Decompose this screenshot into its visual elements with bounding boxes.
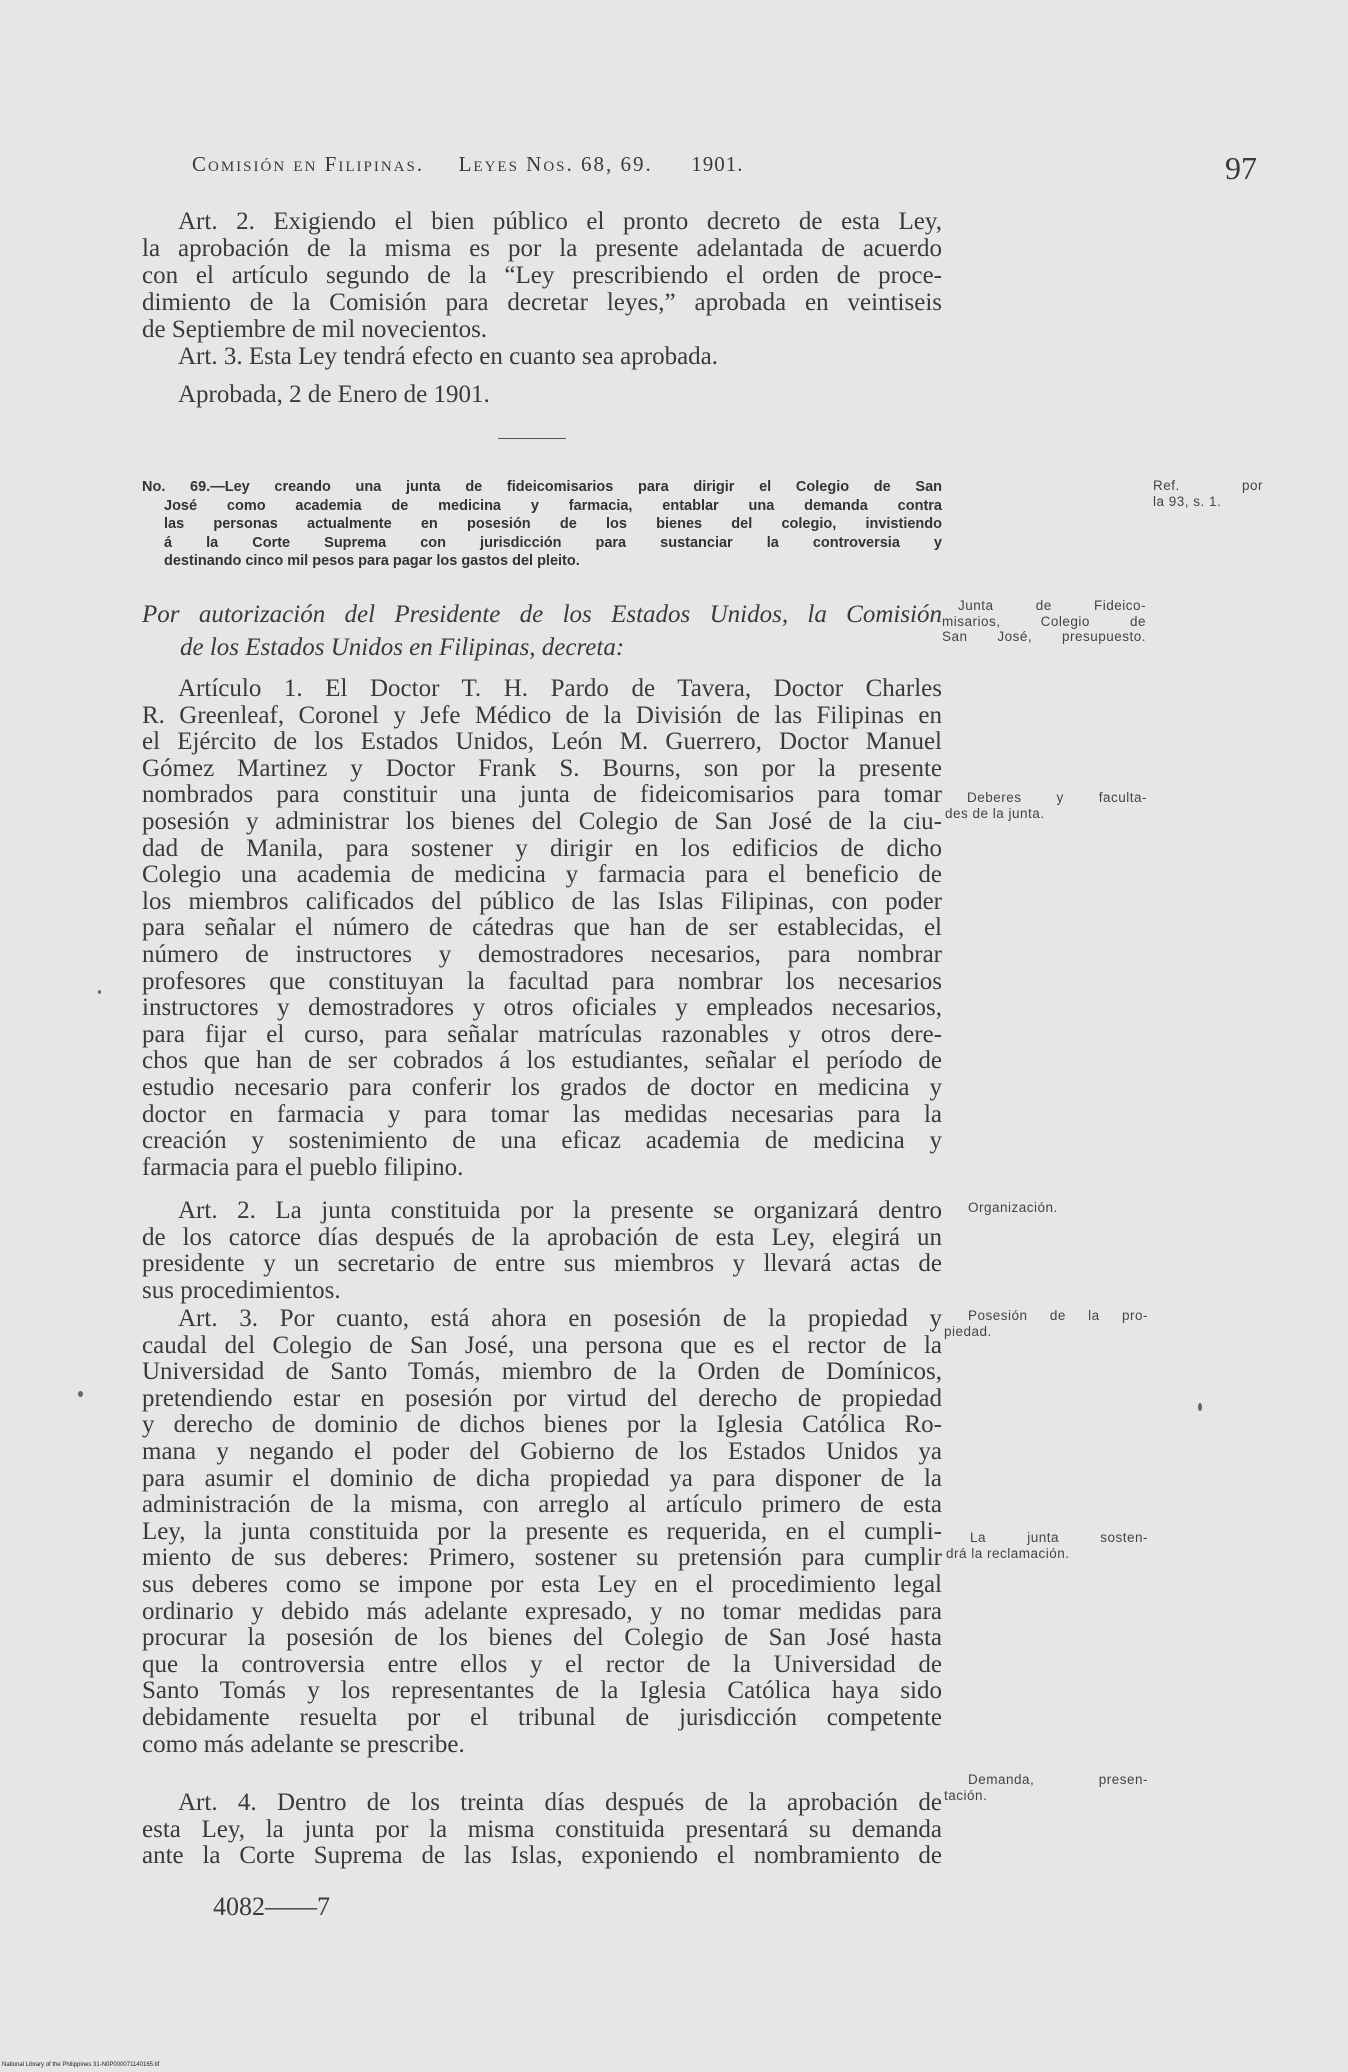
margin-note-line: Organización. (968, 1200, 1058, 1215)
margin-note-line: Demanda, presen- (968, 1772, 1148, 1787)
prev-law-line: la aprobación de la misma es por la presente adelantada de acuerdo (142, 235, 942, 262)
summary-line: á la Corte Suprema con jurisdicción para sustanciar la controversia y (164, 534, 942, 551)
margin-note-line: Ref. por (1153, 478, 1263, 493)
law-69-summary (142, 478, 942, 571)
margin-note-ref (1153, 478, 1263, 509)
article-1-line: el Ejército de los Estados Unidos, León M. Guerrero, Doctor Manuel (142, 728, 942, 756)
article-3-line: Santo Tomás y los representantes de la Iglesia Católica haya sido (142, 1677, 942, 1705)
summary-line: José como academia de medicina y farmacia, entablar una demanda contra (164, 497, 942, 514)
margin-note-organizacion (968, 1200, 1148, 1216)
article-3-line: que la controversia entre ellos y el rector de la Universidad de (142, 1650, 942, 1678)
article-1-line: nombrados para constituir una junta de fideicomisarios para tomar (142, 781, 942, 809)
article-1-line: chos que han de ser cobrados á los estudiantes, señalar el período de (142, 1047, 942, 1075)
article-1-line: Artículo 1. El Doctor T. H. Pardo de Tavera, Doctor Charles (178, 675, 942, 702)
margin-note-posesion (944, 1308, 1148, 1339)
section-divider (498, 438, 566, 439)
margin-note-line: drá la reclamación. (946, 1545, 1070, 1561)
article-3-line: mana y negando el poder del Gobierno de los Estados Unidos ya (142, 1437, 942, 1465)
article-3-line: debidamente resuelta por el tribunal de jurisdicción competente (142, 1703, 942, 1731)
margin-note-line: Deberes y faculta- (967, 790, 1147, 805)
margin-note-line: Junta de Fideico- (958, 598, 1146, 613)
prev-law-text (142, 208, 942, 408)
enacting-clause (142, 598, 942, 664)
article-2 (142, 1198, 942, 1304)
article-1-line: creación y sostenimiento de una eficaz academia de medicina y (142, 1127, 942, 1155)
scan-speck (98, 990, 101, 994)
article-1-line: estudio necesario para conferir los grados de doctor en medicina y (142, 1073, 942, 1101)
article-3-line: procurar la posesión de los bienes del Colegio de San José hasta (142, 1624, 942, 1652)
article-4 (142, 1790, 942, 1870)
article-1-line: para fijar el curso, para señalar matrículas razonables y otros dere- (142, 1020, 942, 1048)
margin-note-demanda (944, 1772, 1148, 1803)
article-1-line: profesores que constituyan la facultad para nombrar los necesarios (142, 967, 942, 995)
margin-note-line: la 93, s. 1. (1153, 493, 1222, 509)
article-3-line: administración de la misma, con arreglo al artículo primero de esta (142, 1491, 942, 1519)
article-4-line: esta Ley, la junta por la misma constituida presentará su demanda (142, 1815, 942, 1843)
article-3-line: como más adelante se prescribe. (142, 1730, 465, 1758)
article-3-line: miento de sus deberes: Primero, sostener su pretensión para cumplir (142, 1544, 942, 1572)
margin-note-line: tación. (944, 1787, 988, 1803)
signature-mark: 4082——7 (213, 1892, 330, 1921)
running-header (192, 152, 1252, 192)
margin-note-line: San José, presupuesto. (942, 629, 1146, 644)
article-4-line: ante la Corte Suprema de las Islas, exponiendo el nombramiento de (142, 1842, 942, 1870)
prev-law-line: con el artículo segundo de la “Ley prescribiendo el orden de proce- (142, 262, 942, 289)
article-1-line: farmacia para el pueblo filipino. (142, 1153, 464, 1181)
article-3-line: Art. 3. Por cuanto, está ahora en posesión de la propiedad y (178, 1305, 942, 1332)
article-1-line: posesión y administrar los bienes del Colegio de San José de la ciu- (142, 807, 942, 835)
article-3-line: caudal del Colegio de San José, una persona que es el rector de la (142, 1331, 942, 1359)
prev-law-line: Art. 3. Esta Ley tendrá efecto en cuanto sea aprobada. (178, 343, 719, 370)
margin-note-line: misarios, Colegio de (942, 613, 1146, 629)
prev-law-line: de Septiembre de mil novecientos. (142, 316, 488, 343)
running-title: Comisión en Filipinas. (192, 152, 425, 176)
article-1-line: Gómez Martinez y Doctor Frank S. Bourns, son por la presente (142, 754, 942, 782)
prev-law-line: Art. 2. Exigiendo el bien público el pronto decreto de esta Ley, (178, 208, 942, 235)
article-1-line: Colegio una academia de medicina y farmacia para el beneficio de (142, 861, 942, 889)
article-1-line: R. Greenleaf, Coronel y Jefe Médico de la División de las Filipinas en (142, 701, 942, 729)
law-numbers: Leyes Nos. 68, 69. (458, 152, 653, 176)
article-3-line: y derecho de dominio de dichos bienes por la Iglesia Católica Ro- (142, 1411, 942, 1439)
margin-note-line: Posesión de la pro- (968, 1308, 1148, 1323)
article-3-line: pretendiendo estar en posesión por virtud del derecho de propiedad (142, 1384, 942, 1412)
scan-speck (78, 1391, 83, 1397)
margin-note-line: La junta sosten- (970, 1530, 1148, 1545)
page-number: 97 (1225, 150, 1257, 186)
approval-date: Aprobada, 2 de Enero de 1901. (178, 381, 490, 408)
article-3-line: Ley, la junta constituida por la presente es requerida, en el cumpli- (142, 1517, 942, 1545)
article-1-line: dad de Manila, para sostener y dirigir en los edificios de dicho (142, 834, 942, 862)
margin-note-line: des de la junta. (945, 805, 1045, 821)
article-1-line: doctor en farmacia y para tomar las medidas necesarias para la (142, 1100, 942, 1128)
article-3-line: ordinario y debido más adelante expresado, y no tomar medidas para (142, 1597, 942, 1625)
margin-note-line: piedad. (944, 1323, 992, 1339)
summary-line: No. 69.—Ley creando una junta de fideicomisarios para dirigir el Colegio de San (142, 479, 942, 495)
summary-line: las personas actualmente en posesión de los bienes del colegio, invistiendo (164, 516, 942, 532)
scan-imprint: National Library of the Philippines 31-N0P000071140165.tif (2, 2062, 160, 2068)
enacting-line: de los Estados Unidos en Filipinas, decreta: (180, 634, 625, 661)
article-3 (142, 1306, 942, 1758)
header-year: 1901. (691, 152, 744, 176)
article-3-line: Universidad de Santo Tomás, miembro de la Orden de Domínicos, (142, 1358, 942, 1386)
article-2-line: presidente y un secretario de entre sus miembros y llevará actas de (142, 1250, 942, 1278)
margin-note-deberes (945, 790, 1147, 821)
article-1-line: para señalar el número de cátedras que han de ser establecidas, el (142, 914, 942, 942)
prev-law-line: dimiento de la Comisión para decretar leyes,” aprobada en veintiseis (142, 289, 942, 316)
scan-speck (1198, 1403, 1202, 1411)
article-2-line: Art. 2. La junta constituida por la presente se organizará dentro (178, 1197, 942, 1224)
article-1-line: instructores y demostradores y otros oficiales y empleados necesarios, (142, 994, 942, 1022)
article-1-line: número de instructores y demostradores necesarios, para nombrar (142, 940, 942, 968)
margin-note-sostendra (946, 1530, 1148, 1561)
article-2-line: de los catorce días después de la aprobación de esta Ley, elegirá un (142, 1223, 942, 1251)
article-2-line: sus procedimientos. (142, 1276, 341, 1304)
article-1 (142, 676, 942, 1181)
summary-line: destinando cinco mil pesos para pagar los gastos del pleito. (164, 553, 580, 569)
article-1-line: los miembros calificados del público de las Islas Filipinas, con poder (142, 887, 942, 915)
article-3-line: sus deberes como se impone por esta Ley en el procedimiento legal (142, 1570, 942, 1598)
article-3-line: para asumir el dominio de dicha propiedad ya para disponer de la (142, 1464, 942, 1492)
enacting-line: Por autorización del Presidente de los Estados Unidos, la Comisión (142, 601, 942, 628)
article-4-line: Art. 4. Dentro de los treinta días después de la aprobación de (178, 1789, 942, 1816)
margin-note-junta (942, 598, 1146, 645)
